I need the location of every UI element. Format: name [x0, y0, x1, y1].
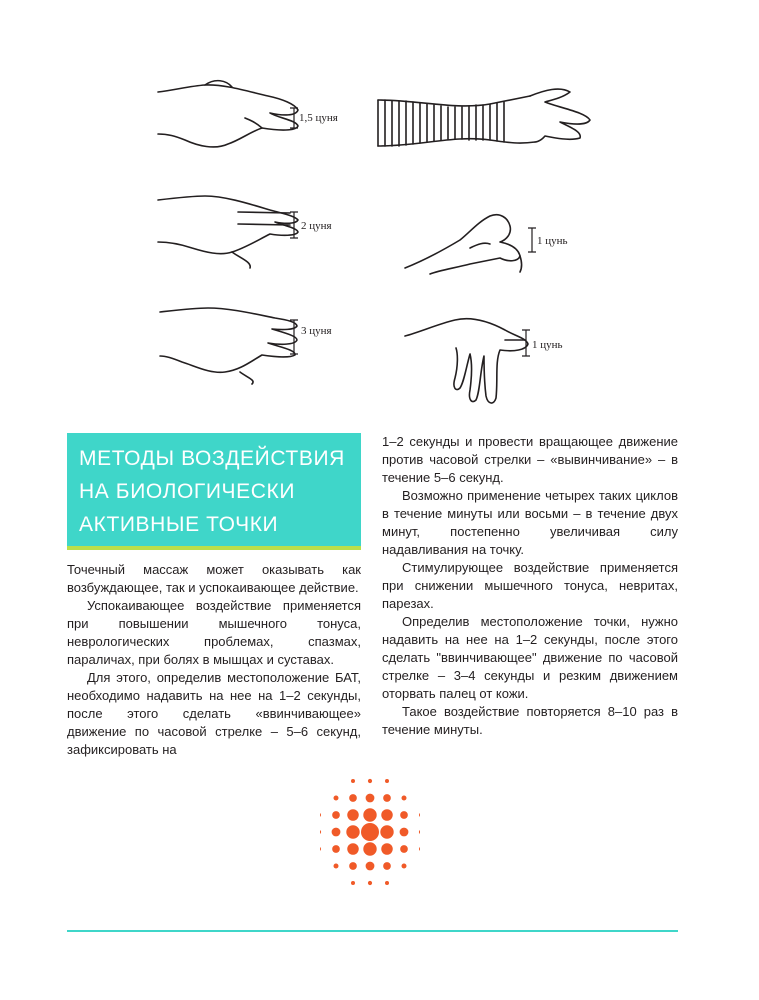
- decorative-dot: [351, 779, 355, 783]
- section-title-line-3: АКТИВНЫЕ ТОЧКИ: [79, 513, 279, 536]
- decorative-dot: [381, 809, 392, 820]
- paragraph: Успокаивающее воздействие применяется при повышении мышечного тонуса, неврологических проблемах, спазмах, параличах, при болях в мышцах и суставах.: [67, 598, 361, 667]
- decorative-dot: [334, 864, 339, 869]
- decorative-dot: [320, 830, 321, 834]
- paragraph: Такое воздействие повторяется 8–10 раз в течение минуты.: [382, 704, 678, 737]
- decorative-dot: [363, 842, 376, 855]
- decorative-dot: [347, 809, 358, 820]
- hand-3-cun-drawing: [160, 308, 297, 384]
- decorative-dot: [400, 828, 409, 837]
- decorative-dot: [402, 796, 407, 801]
- measure-label-1: 1,5 цуня: [299, 112, 338, 124]
- decorative-dots-icon: [320, 775, 420, 890]
- decorative-dot: [347, 843, 358, 854]
- decorative-dot: [419, 847, 420, 851]
- decorative-dot: [380, 825, 393, 838]
- decorative-dot: [351, 881, 355, 885]
- hand-1-5-cun-drawing: [158, 81, 298, 147]
- decorative-dot: [385, 779, 389, 783]
- section-title-line-2: НА БИОЛОГИЧЕСКИ: [79, 480, 296, 503]
- paragraph: Возможно применение четырех таких циклов в течение минуты или восьми – в течение двух минут, постепенно увеличивая силу надавливания на точку.: [382, 488, 678, 557]
- right-text-column: [382, 433, 678, 739]
- decorative-dot: [383, 794, 391, 802]
- decorative-dot: [402, 864, 407, 869]
- decorative-dot: [366, 862, 375, 871]
- decorative-dot: [320, 847, 321, 851]
- paragraph: Определив местоположение точки, нужно надавить на нее на 1–2 секунды, после этого сделать "ввинчивающее" движение по часовой стрелке – 3–4 секунды и резким движением оторвать палец от кожи.: [382, 614, 678, 701]
- paragraph: Для этого, определив местоположение БАТ, необходимо надавить на нее на 1–2 секунды, после этого сделать «ввинчивающее» движение по часовой стрелке – 5–6 секунд, зафиксировать на: [67, 670, 361, 757]
- hand-pinch-1-cun-drawing: [405, 215, 522, 274]
- measure-label-4: 1 цунь: [537, 235, 568, 247]
- heading-underline-bar: [67, 546, 361, 550]
- decorative-dot: [419, 813, 420, 817]
- decorative-dot: [400, 811, 408, 819]
- decorative-dot: [349, 862, 357, 870]
- section-title-line-1: МЕТОДЫ ВОЗДЕЙСТВИЯ: [79, 447, 345, 470]
- section-heading-banner: [67, 433, 361, 546]
- decorative-dot: [332, 828, 341, 837]
- decorative-dot: [320, 813, 321, 817]
- left-text-column: [67, 561, 361, 759]
- decorative-dot: [346, 825, 359, 838]
- decorative-dot: [334, 796, 339, 801]
- decorative-dot: [366, 794, 375, 803]
- decorative-dot: [332, 811, 340, 819]
- paragraph: Стимулирующее воздействие применяется при снижении мышечного тонуса, невритах, парезах.: [382, 560, 678, 611]
- decorative-dot: [363, 808, 376, 821]
- measure-label-2: 2 цуня: [301, 220, 332, 232]
- decorative-dot: [368, 881, 372, 885]
- decorative-dot: [419, 830, 420, 834]
- decorative-dot: [368, 779, 372, 783]
- decorative-dot: [385, 881, 389, 885]
- footer-divider: [67, 930, 678, 932]
- section-title: [67, 433, 361, 541]
- decorative-dot: [332, 845, 340, 853]
- paragraph: 1–2 секунды и провести вращающее движение против часовой стрелки – «вывинчивание» – в течение 5–6 секунд.: [382, 434, 678, 485]
- hand-measurement-illustration: [0, 0, 759, 420]
- decorative-dot: [349, 794, 357, 802]
- decorative-dot: [383, 862, 391, 870]
- hand-2-cun-drawing: [158, 196, 298, 268]
- measure-label-3: 3 цуня: [301, 325, 332, 337]
- decorative-dot: [400, 845, 408, 853]
- decorative-dot: [361, 823, 379, 841]
- forearm-band-drawing: [378, 89, 590, 146]
- decorative-dot: [381, 843, 392, 854]
- hand-thumb-1-cun-drawing: [405, 319, 528, 403]
- paragraph: Точечный массаж может оказывать как возбуждающее, так и успокаивающее действие.: [67, 562, 361, 595]
- measure-label-5: 1 цунь: [532, 339, 563, 351]
